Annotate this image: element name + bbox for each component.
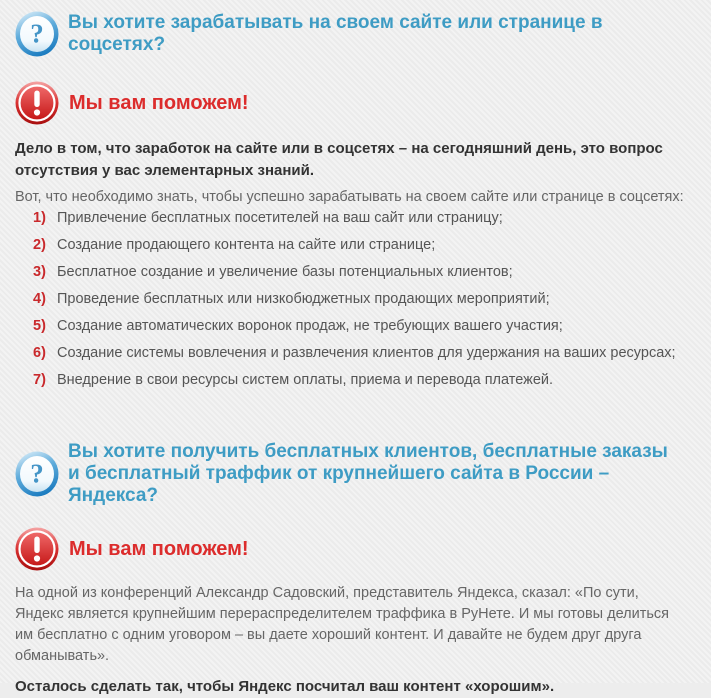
requirements-list	[15, 208, 695, 391]
list-item	[33, 370, 695, 391]
section1-answer-row	[15, 81, 695, 125]
list-item	[33, 235, 695, 256]
svg-text:?: ?	[30, 458, 44, 488]
list-item	[33, 316, 695, 337]
list-item-text: Внедрение в свои ресурсы систем оплаты, приема и перевода платежей.	[57, 372, 554, 388]
list-item-text: Бесплатное создание и увеличение базы потенциальных клиентов;	[57, 264, 513, 280]
question-icon	[15, 451, 59, 497]
list-item-number: 3)	[33, 264, 46, 280]
list-item-number: 2)	[33, 237, 46, 253]
section1-question-heading: Вы хотите зарабатывать на своем сайте или странице в соцсетях?	[68, 12, 603, 55]
list-item-number: 7)	[33, 372, 46, 388]
list-item	[33, 289, 695, 310]
section2-quote-paragraph: На одной из конференций Александр Садовский, представитель Яндекса, сказал: «По сути, Яндекс является крупнейшим перераспределителем траффика в РуНете. И мы готовы делиться им бесплатно с одним уговором – вы даете хороший контент. И давайте не будем друг друга обманывать».	[15, 585, 670, 664]
list-item-number: 5)	[33, 318, 46, 334]
section2-conclusion-bold: Осталось сделать так, чтобы Яндекс посчитал ваш контент «хорошим».	[15, 678, 555, 695]
list-item-number: 4)	[33, 291, 46, 307]
list-item-text: Создание автоматических воронок продаж, не требующих вашего участия;	[57, 318, 563, 334]
section1-question-row	[15, 11, 695, 57]
section1-intro-regular: Вот, что необходимо знать, чтобы успешно зарабатывать на своем сайте или странице в соцсетях:	[15, 189, 684, 205]
section2-answer-row	[15, 527, 695, 571]
list-item	[33, 208, 695, 229]
list-item-number: 6)	[33, 345, 46, 361]
exclamation-icon	[15, 527, 59, 571]
list-item	[33, 343, 695, 364]
list-item	[33, 262, 695, 283]
section2-question-row	[15, 440, 695, 507]
section1-answer-heading: Мы вам поможем!	[69, 92, 249, 114]
section2-answer-heading: Мы вам поможем!	[69, 538, 249, 560]
section1-intro-bold: Дело в том, что заработок на сайте или в соцсетях – на сегодняшний день, это вопрос отсутствия у вас элементарных знаний.	[15, 140, 663, 179]
question-icon	[15, 11, 59, 57]
svg-text:?: ?	[30, 18, 44, 49]
list-item-number: 1)	[33, 210, 46, 226]
list-item-text: Создание системы вовлечения и развлечения клиентов для удержания на ваших ресурсах;	[57, 345, 676, 361]
list-item-text: Проведение бесплатных или низкобюджетных продающих мероприятий;	[57, 291, 550, 307]
list-item-text: Привлечение бесплатных посетителей на ваш сайт или страницу;	[57, 210, 503, 226]
section2-question-heading: Вы хотите получить бесплатных клиентов, бесплатные заказы и бесплатный траффик от крупнейшего сайта в России – Яндекса?	[68, 441, 668, 506]
exclamation-icon	[15, 81, 59, 125]
list-item-text: Создание продающего контента на сайте или странице;	[57, 237, 436, 253]
